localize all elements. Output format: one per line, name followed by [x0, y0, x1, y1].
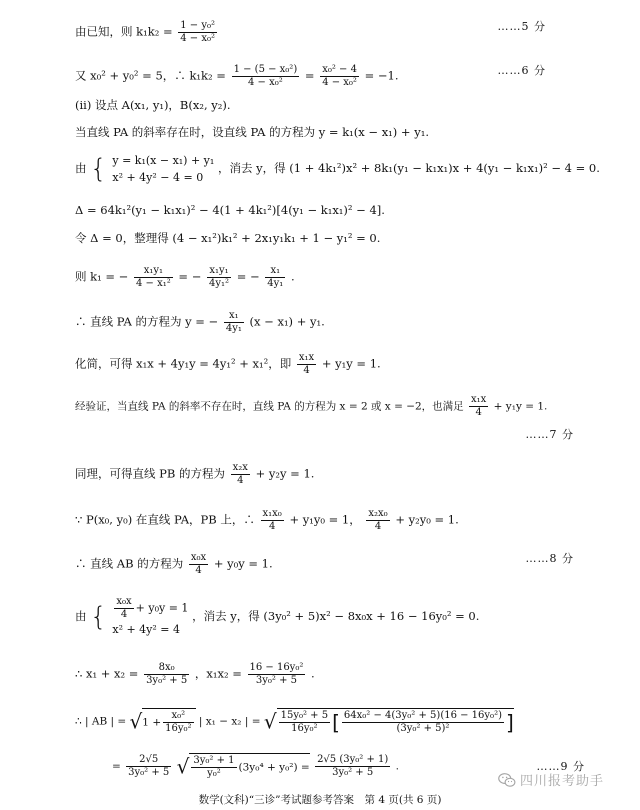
numerator: x₀² − 4 [322, 64, 357, 75]
equation [112, 596, 188, 621]
numerator: x₂x₀ [368, 508, 388, 519]
text: ，x₁x₂ = [194, 666, 242, 681]
numerator: 16 − 16y₀² [249, 662, 304, 673]
radical-sign: √ [129, 709, 143, 734]
fraction [320, 64, 359, 89]
numerator: x₁y₁ [134, 265, 173, 278]
fraction [232, 64, 300, 89]
numerator: x₁y₁ [207, 265, 231, 278]
text: + y₂y₀ = 1. [395, 512, 459, 527]
denominator: 4 [475, 407, 482, 418]
numerator: 64x₀² − 4(3y₀² + 5)(16 − 16y₀²) [343, 710, 502, 721]
denominator: y₀² [207, 768, 221, 779]
text: = −1. [364, 68, 399, 83]
fraction [224, 310, 244, 335]
text: (3y₀⁴ + y₀²) = [238, 761, 310, 774]
text: ∴ x₁ + x₂ = [75, 666, 139, 681]
brace: { [90, 154, 107, 184]
fraction [163, 710, 193, 735]
text: . [395, 760, 399, 773]
equation: x² + 4y² − 4 = 0 [112, 171, 204, 184]
numerator: x₀² [163, 710, 193, 723]
text: ∴ | AB | = [75, 715, 127, 728]
denominator: 4 − x₁² [135, 278, 171, 289]
text: + y₀y = 1. [213, 556, 273, 571]
watermark [498, 770, 604, 789]
fraction [315, 754, 390, 779]
text: . [311, 666, 315, 681]
denominator: 4y₁ [225, 323, 242, 334]
denominator: 16y₀² [291, 723, 318, 734]
fraction [231, 462, 250, 487]
text: + y₀y = 1 [135, 601, 189, 615]
text: ∴ 直线 AB 的方程为 [75, 556, 184, 571]
numerator: x₀x [116, 596, 132, 607]
denominator: 3y₀² + 5 [146, 675, 188, 686]
fraction [248, 662, 306, 687]
text: 1 + [142, 716, 162, 729]
text: 同理，可得直线 PB 的方程为 [75, 466, 225, 481]
numerator: x₁ [224, 310, 244, 323]
text: + y₁y₀ = 1， [289, 512, 361, 527]
text: 当直线 PA 的斜率存在时，设直线 PA 的方程为 y = k₁(x − x₁) + y₁. [75, 125, 429, 139]
fraction [279, 710, 331, 735]
denominator: 3y₀² + 5 [255, 675, 297, 686]
denominator: 3y₀² + 5 [332, 767, 374, 778]
denominator: 4 [268, 521, 276, 532]
fraction [134, 265, 173, 290]
text: = − [178, 269, 202, 284]
numerator: x₁x₀ [262, 508, 282, 519]
square-root [177, 753, 310, 780]
text: 由 [75, 609, 87, 623]
text: | x₁ − x₂ | = [198, 715, 261, 728]
numerator: x₀x [190, 552, 207, 563]
bracket: [ [332, 710, 340, 735]
text: = − [236, 269, 260, 284]
denominator: 3y₀² + 5 [128, 767, 170, 778]
denominator: 16y₀² [165, 723, 192, 734]
text: + y₁y = 1. [321, 356, 381, 371]
wechat-icon [498, 771, 516, 789]
denominator: 4 − x₀² [322, 77, 357, 88]
score-mark: ……5 分 [497, 20, 546, 33]
denominator: (3y₀² + 5)² [396, 723, 450, 734]
denominator: 4 [120, 609, 128, 620]
numerator: 8x₀ [144, 662, 189, 675]
numerator: x₁x [298, 352, 315, 363]
numerator: 1 − y₀² [180, 20, 216, 31]
bracket: ] [505, 710, 514, 735]
fraction [144, 662, 189, 687]
score-mark: ……8 分 [525, 552, 574, 565]
text: ∴ 直线 PA 的方程为 y = − [75, 314, 219, 329]
numerator: x₂x [232, 462, 248, 473]
equation: x² + 4y² = 4 [112, 623, 181, 636]
page-footer: 数学(文科)“三诊”考试题参考答案 第 4 页(共 6 页) [198, 794, 442, 806]
numerator: 15y₀² + 5 [280, 710, 329, 721]
denominator: 4y₁² [209, 278, 230, 289]
numerator: 3y₀² + 1 [193, 755, 235, 766]
line-5 [0, 152, 640, 188]
equation: y = k₁(x − x₁) + y₁ [112, 154, 215, 167]
text: + y₂y = 1. [255, 466, 315, 481]
denominator: 4y₁ [267, 278, 284, 289]
square-root [130, 708, 196, 735]
text: 则 k₁ = − [75, 269, 129, 284]
text: 经验证，当直线 PA 的斜率不存在时，直线 PA 的方程为 x = 2 或 x = −2，也满足 [75, 400, 464, 413]
text: (ii) 设点 A(x₁, y₁)，B(x₂, y₂). [75, 98, 231, 112]
fraction [178, 20, 217, 45]
equation-system [112, 596, 188, 638]
denominator: 4 [374, 521, 382, 532]
fraction [191, 755, 236, 780]
score-mark: ……9 分 [536, 760, 585, 773]
text: (x − x₁) + y₁. [249, 314, 325, 329]
radical-sign: √ [176, 754, 190, 779]
numerator: 2√5 (3y₀² + 1) [317, 754, 389, 765]
numerator: x₁x [471, 394, 487, 405]
fraction [126, 754, 171, 779]
text: ，消去 y，得 (3y₀² + 5)x² − 8x₀x + 16 − 16y₀² = 0. [192, 609, 480, 623]
text: = [304, 68, 315, 83]
denominator: 4 [303, 365, 310, 376]
fraction [114, 596, 133, 621]
brace: { [90, 602, 107, 632]
equation-system [112, 152, 214, 186]
text: . [290, 269, 295, 284]
denominator: 4 [237, 475, 244, 486]
fraction [297, 352, 316, 377]
text: ，消去 y，得 (1 + 4k₁²)x² + 8k₁(y₁ − k₁x₁)x + 4(y₁ − k₁x₁)² − 4 = 0. [217, 161, 600, 175]
text: 化简，可得 x₁x + 4y₁y = 4y₁² + x₁²，即 [75, 356, 292, 371]
text: 由已知，则 k₁k₂ = [75, 24, 173, 39]
fraction [207, 265, 231, 290]
radical-sign: √ [263, 709, 277, 734]
fraction [342, 710, 504, 735]
fraction [366, 508, 389, 533]
numerator: x₁ [265, 265, 285, 278]
watermark-text: 四川报考助手 [520, 774, 605, 789]
square-root [264, 708, 514, 735]
text: 由 [75, 161, 87, 175]
text: = [112, 760, 121, 773]
numerator: 1 − (5 − x₀²) [233, 64, 298, 75]
fraction [189, 552, 208, 577]
score-mark: ……6 分 [497, 64, 546, 77]
text: ∵ P(x₀, y₀) 在直线 PA，PB 上，∴ [75, 512, 255, 527]
text: Δ = 64k₁²(y₁ − k₁x₁)² − 4(1 + 4k₁²)[4(y₁ − k₁x₁)² − 4]. [75, 203, 385, 217]
text: 又 x₀² + y₀² = 5，∴ k₁k₂ = [75, 68, 226, 83]
fraction [469, 394, 488, 419]
text: + y₁y = 1. [493, 400, 548, 413]
fraction [261, 508, 284, 533]
denominator: 4 − x₀² [180, 33, 216, 44]
denominator: 4 [195, 565, 202, 576]
fraction [265, 265, 285, 290]
text: 令 Δ = 0，整理得 (4 − x₁²)k₁² + 2x₁y₁k₁ + 1 − y₁² = 0. [75, 231, 381, 245]
denominator: 4 − x₀² [248, 77, 283, 88]
numerator: 2√5 [126, 754, 171, 767]
score-mark: ……7 分 [525, 428, 574, 441]
